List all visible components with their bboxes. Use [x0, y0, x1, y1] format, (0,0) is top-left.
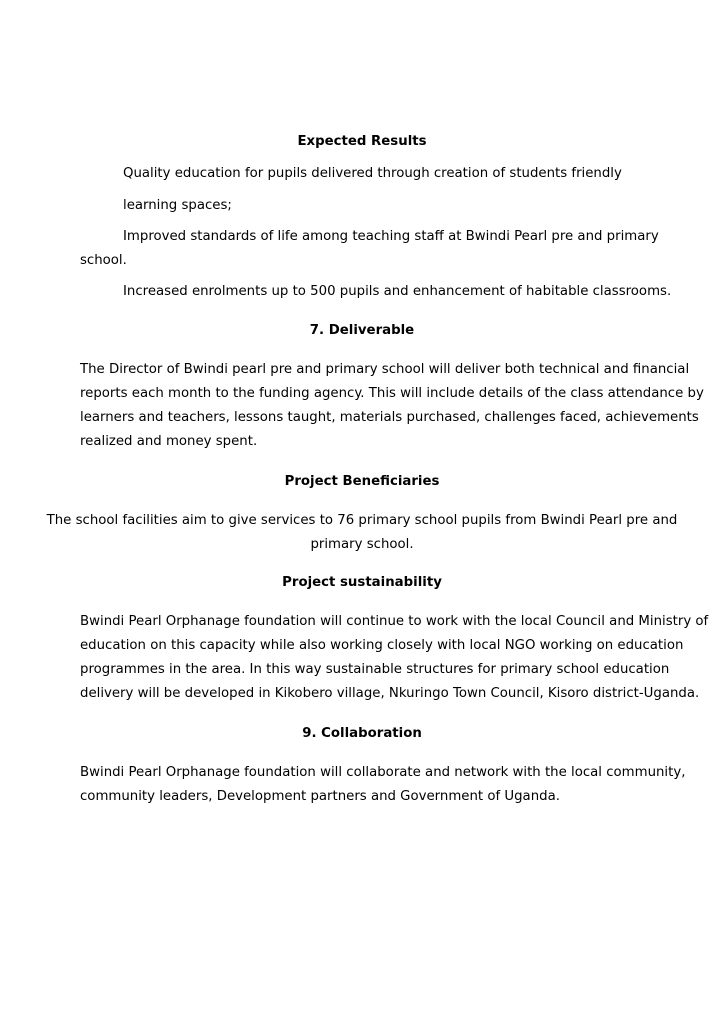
expected-result-3-line-1: Increased enrolments up to 500 pupils and enhancement of habitable classrooms. — [123, 284, 672, 299]
expected-results-heading: Expected Results — [297, 134, 427, 149]
deliverable-line-2: reports each month to the funding agency. This will include details of the class attendance by — [80, 386, 704, 401]
deliverable-line-3: learners and teachers, lessons taught, materials purchased, challenges faced, achievements — [80, 410, 699, 425]
sustainability-line-2: education on this capacity while also working closely with local NGO working on education — [80, 638, 684, 653]
collaboration-line-1: Bwindi Pearl Orphanage foundation will collaborate and network with the local community, — [80, 765, 686, 780]
expected-result-2-line-1: Improved standards of life among teaching staff at Bwindi Pearl pre and primary — [123, 229, 659, 244]
collaboration-line-2: community leaders, Development partners and Government of Uganda. — [80, 789, 560, 804]
sustainability-line-1: Bwindi Pearl Orphanage foundation will continue to work with the local Council and Ministry of — [80, 614, 709, 629]
beneficiaries-line-2: primary school. — [310, 537, 414, 552]
collaboration-heading: 9. Collaboration — [302, 726, 422, 741]
beneficiaries-line-1: The school facilities aim to give services to 76 primary school pupils from Bwindi Pearl pre and — [46, 513, 678, 528]
expected-result-2-line-2: school. — [80, 253, 127, 268]
beneficiaries-heading: Project Beneficiaries — [284, 474, 440, 489]
sustainability-line-3: programmes in the area. In this way sustainable structures for primary school education — [80, 662, 670, 677]
deliverable-line-4: realized and money spent. — [80, 434, 258, 449]
expected-result-1-line-2: learning spaces; — [123, 198, 232, 213]
sustainability-line-4: delivery will be developed in Kikobero village, Nkuringo Town Council, Kisoro district-Uganda. — [80, 686, 700, 701]
expected-result-1-line-1: Quality education for pupils delivered through creation of students friendly — [123, 166, 622, 181]
sustainability-heading: Project sustainability — [282, 575, 442, 590]
deliverable-line-1: The Director of Bwindi pearl pre and primary school will deliver both technical and financial — [80, 362, 690, 377]
deliverable-heading: 7. Deliverable — [309, 323, 415, 338]
